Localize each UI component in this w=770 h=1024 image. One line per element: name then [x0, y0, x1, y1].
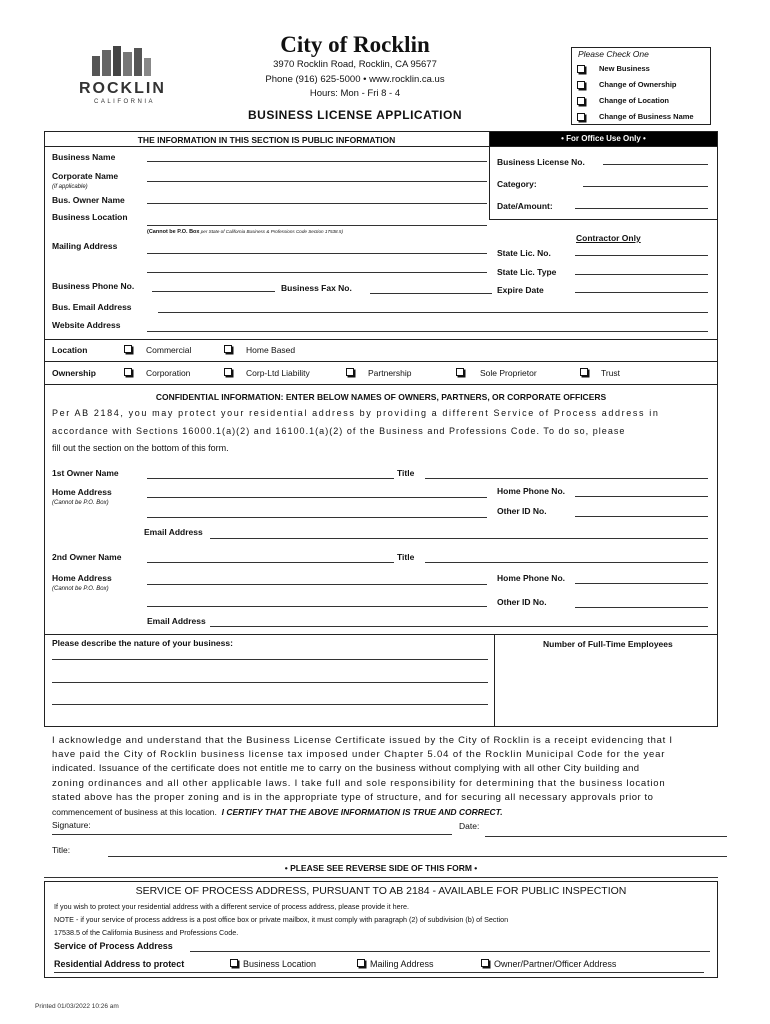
- sole-proprietor-checkbox[interactable]: [456, 368, 464, 376]
- owner1-name-label: 1st Owner Name: [52, 468, 119, 478]
- owner2-other-id-label: Other ID No.: [497, 597, 547, 607]
- owner2-title-field[interactable]: [425, 562, 708, 563]
- owner2-home-address-label: Home Address: [52, 573, 112, 583]
- service-line-3: 17538.5 of the California Business and Professions Code.: [54, 928, 239, 937]
- change-location-label: Change of Location: [599, 96, 669, 105]
- sole-proprietor-label: Sole Proprietor: [480, 368, 537, 378]
- city-phone-web: Phone (916) 625-5000 • www.rocklin.ca.us: [265, 74, 445, 85]
- owner2-home-address-field-1[interactable]: [147, 584, 487, 585]
- owner2-name-field[interactable]: [147, 562, 394, 563]
- po-box-note-rest: per State of California Business & Professions Code Section 17538.5): [199, 229, 343, 234]
- owner1-email-field[interactable]: [210, 538, 708, 539]
- service-address-label: Service of Process Address: [54, 941, 173, 951]
- ack-line-6-text: commencement of business at this location.: [52, 807, 217, 817]
- po-box-note: [147, 230, 343, 236]
- owner2-home-phone-field[interactable]: [575, 583, 708, 584]
- nature-label: Please describe the nature of your business:: [52, 638, 233, 648]
- business-location-label: Business Location: [52, 212, 128, 222]
- new-business-label: New Business: [599, 64, 650, 73]
- ack-line-6: [52, 808, 503, 817]
- category-field[interactable]: [583, 186, 708, 187]
- owner2-home-address-field-2[interactable]: [147, 606, 487, 607]
- service-line-2: NOTE - if your service of process address is a post office box or private mailbox, it must comply with paragraph (2) of subdivision (b) of Section: [54, 915, 509, 924]
- office-use-heading: • For Office Use Only •: [561, 134, 646, 143]
- service-heading: SERVICE OF PROCESS ADDRESS, PURSUANT TO AB 2184 - AVAILABLE FOR PUBLIC INSPECTION: [135, 885, 627, 897]
- date-label: Date:: [459, 821, 480, 831]
- website-address-label: Website Address: [52, 320, 121, 330]
- license-no-label: Business License No.: [497, 157, 585, 167]
- business-location-option: Business Location: [243, 959, 317, 969]
- partnership-label: Partnership: [368, 368, 412, 378]
- logo-word: ROCKLIN: [79, 80, 166, 97]
- ack-line-5: stated above has the proper zoning and is in the appropriate type of structure, and for securing all necessary approvals prior to: [52, 792, 654, 803]
- state-lic-no-field[interactable]: [575, 255, 708, 256]
- confidential-heading: CONFIDENTIAL INFORMATION: ENTER BELOW NAMES OF OWNERS, PARTNERS, OR CORPORATE OFFICERS: [155, 392, 607, 402]
- nature-field-3[interactable]: [52, 704, 488, 705]
- ack-line-2: have paid the City of Rocklin business license tax imposed under Chapter 5.04 of the Rocklin Municipal Code for the year: [52, 749, 666, 760]
- confidential-text-1: Per AB 2184, you may protect your residential address by providing a different Service of Process address in: [52, 408, 660, 418]
- city-address: 3970 Rocklin Road, Rocklin, CA 95677: [273, 59, 437, 70]
- reverse-side-note: • PLEASE SEE REVERSE SIDE OF THIS FORM •: [284, 863, 478, 873]
- residential-address-label: Residential Address to protect: [54, 959, 185, 969]
- date-amount-field[interactable]: [575, 208, 708, 209]
- business-fax-label: Business Fax No.: [281, 283, 352, 293]
- corporate-name-field[interactable]: [147, 181, 487, 182]
- trust-checkbox[interactable]: [580, 368, 588, 376]
- business-phone-field[interactable]: [152, 291, 275, 292]
- website-address-field[interactable]: [147, 331, 708, 332]
- change-ownership-checkbox[interactable]: [577, 81, 585, 89]
- po-box-note-bold: (Cannot be P.O. Box: [147, 229, 200, 235]
- nature-field-1[interactable]: [52, 659, 488, 660]
- change-ownership-label: Change of Ownership: [599, 80, 677, 89]
- ack-line-3: indicated. Issuance of the certificate does not entitle me to carry on the business without complying with all other City building and: [52, 763, 640, 774]
- expire-date-field[interactable]: [575, 292, 708, 293]
- corp-ltd-label: Corp-Ltd Liability: [246, 368, 310, 378]
- owner2-name-label: 2nd Owner Name: [52, 552, 122, 562]
- printed-timestamp: Printed 01/03/2022 10:26 am: [35, 1003, 119, 1010]
- mailing-address-field-1[interactable]: [147, 253, 487, 254]
- confidential-text-2: accordance with Sections 16000.1(a)(2) and 16100.1(a)(2) of the Business and Professions Code. To do so, please: [52, 426, 626, 436]
- owner2-no-po-note: (Cannot be P.O. Box): [52, 586, 109, 592]
- business-name-field[interactable]: [147, 161, 487, 162]
- date-field[interactable]: [485, 836, 727, 837]
- city-title: City of Rocklin: [280, 32, 430, 57]
- business-location-field[interactable]: [147, 225, 487, 226]
- owner-name-label: Bus. Owner Name: [52, 195, 125, 205]
- owner1-no-po-note: (Cannot be P.O. Box): [52, 500, 109, 506]
- email-address-label: Bus. Email Address: [52, 302, 132, 312]
- corp-ltd-checkbox[interactable]: [224, 368, 232, 376]
- trust-label: Trust: [601, 368, 621, 378]
- check-one-title: Please Check One: [578, 49, 649, 59]
- change-location-checkbox[interactable]: [577, 97, 585, 105]
- signature-field[interactable]: [52, 834, 452, 835]
- owner1-title-field[interactable]: [425, 478, 708, 479]
- date-amount-label: Date/Amount:: [497, 201, 553, 211]
- owner-address-checkbox[interactable]: [481, 959, 489, 967]
- commercial-label: Commercial: [146, 345, 192, 355]
- city-hours: Hours: Mon - Fri 8 - 4: [309, 88, 401, 99]
- owner1-name-field[interactable]: [147, 478, 394, 479]
- change-name-checkbox[interactable]: [577, 113, 585, 121]
- owner2-home-phone-label: Home Phone No.: [497, 573, 566, 583]
- owner2-email-label: Email Address: [147, 616, 206, 626]
- confidential-text-3: fill out the section on the bottom of this form.: [52, 443, 229, 453]
- email-address-field[interactable]: [158, 312, 708, 313]
- owner2-other-id-field[interactable]: [575, 607, 708, 608]
- owner1-other-id-field[interactable]: [575, 516, 708, 517]
- partnership-checkbox[interactable]: [346, 368, 354, 376]
- location-label: Location: [52, 345, 88, 355]
- business-location-checkbox[interactable]: [230, 959, 238, 967]
- business-name-label: Business Name: [52, 152, 116, 162]
- business-fax-field[interactable]: [370, 293, 492, 294]
- owner1-home-address-field-2[interactable]: [147, 517, 487, 518]
- ack-line-4: zoning ordinances and all other applicable laws. I take full and sole responsibility for determining that the business location: [52, 778, 666, 789]
- owner1-home-address-label: Home Address: [52, 487, 112, 497]
- home-based-checkbox[interactable]: [224, 345, 232, 353]
- title-field[interactable]: [108, 856, 727, 857]
- title-label: Title:: [52, 845, 71, 855]
- owner-address-option: Owner/Partner/Officer Address: [494, 959, 617, 969]
- owner2-title-label: Title: [397, 552, 415, 562]
- service-line-1: If you wish to protect your residential address with a different service of process address, please provide it here.: [54, 902, 410, 911]
- form-title: BUSINESS LICENSE APPLICATION: [247, 108, 463, 122]
- owner1-home-phone-label: Home Phone No.: [497, 486, 566, 496]
- nature-field-2[interactable]: [52, 682, 488, 683]
- category-label: Category:: [497, 179, 537, 189]
- commercial-checkbox[interactable]: [124, 345, 132, 353]
- public-info-heading: THE INFORMATION IN THIS SECTION IS PUBLIC INFORMATION: [137, 135, 396, 145]
- new-business-checkbox[interactable]: [577, 65, 585, 73]
- owner1-other-id-label: Other ID No.: [497, 506, 547, 516]
- state-lic-type-field[interactable]: [575, 274, 708, 275]
- corporation-checkbox[interactable]: [124, 368, 132, 376]
- employees-label: Number of Full-Time Employees: [543, 639, 673, 649]
- owner2-email-field[interactable]: [210, 626, 708, 627]
- owner1-email-label: Email Address: [144, 527, 203, 537]
- license-no-field[interactable]: [603, 164, 708, 165]
- owner1-title-label: Title: [397, 468, 415, 478]
- logo-mark-icon: [90, 46, 180, 78]
- logo-subtitle: CALIFORNIA: [94, 99, 156, 105]
- owner1-home-phone-field[interactable]: [575, 496, 708, 497]
- owner1-home-address-field-1[interactable]: [147, 497, 487, 498]
- expire-date-label: Expire Date: [497, 285, 544, 295]
- contractor-only-label: Contractor Only: [576, 233, 641, 243]
- mailing-address-field-2[interactable]: [147, 272, 487, 273]
- mailing-address-label: Mailing Address: [52, 241, 118, 251]
- change-name-label: Change of Business Name: [599, 112, 694, 121]
- business-phone-label: Business Phone No.: [52, 281, 135, 291]
- service-address-field[interactable]: [190, 951, 710, 952]
- state-lic-no-label: State Lic. No.: [497, 248, 551, 258]
- if-applicable-note: (if applicable): [52, 184, 88, 190]
- home-based-label: Home Based: [246, 345, 296, 355]
- corporation-label: Corporation: [146, 368, 191, 378]
- state-lic-type-label: State Lic. Type: [497, 267, 557, 277]
- ownership-label: Ownership: [52, 368, 96, 378]
- rocklin-logo: [76, 46, 166, 106]
- owner-name-field[interactable]: [147, 203, 487, 204]
- corporate-name-label: Corporate Name: [52, 171, 119, 181]
- ack-line-1: I acknowledge and understand that the Business License Certificate issued by the City of Rocklin is a receipt evidencing that I: [52, 735, 673, 746]
- mailing-address-checkbox[interactable]: [357, 959, 365, 967]
- mailing-address-option: Mailing Address: [370, 959, 434, 969]
- signature-label: Signature:: [52, 820, 91, 830]
- certify-statement: I CERTIFY THAT THE ABOVE INFORMATION IS TRUE AND CORRECT.: [221, 807, 503, 817]
